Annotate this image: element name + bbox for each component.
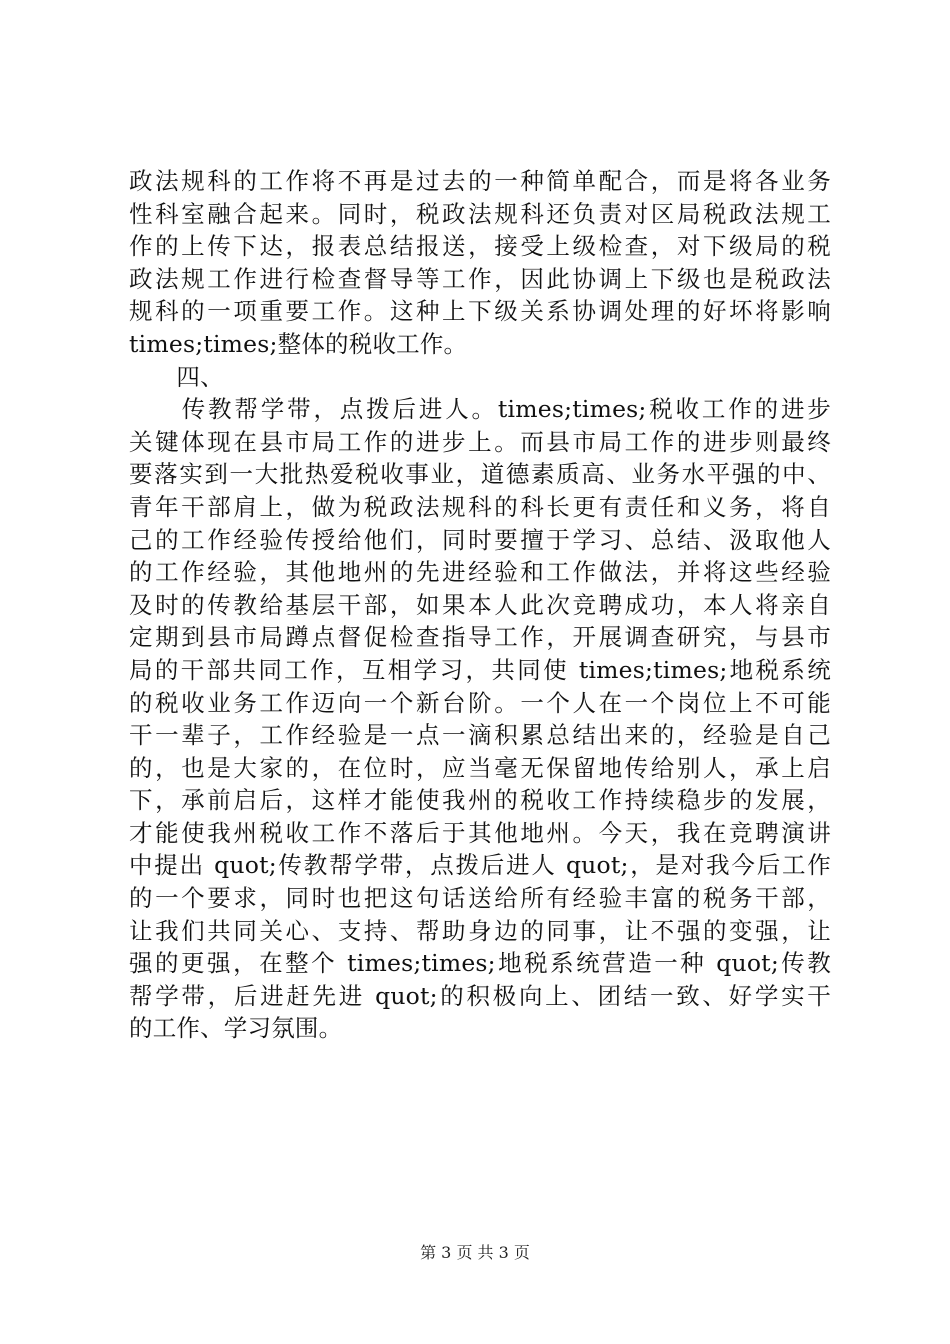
text-line: 中提出 quot;传教帮学带，点拨后进人 quot;，是对我今后工作	[129, 851, 831, 880]
text-line: 的工作、学习氛围。	[129, 1014, 343, 1043]
text-line: 定期到县市局蹲点督促检查指导工作，开展调查研究，与县市	[129, 623, 831, 652]
text-line: 的一个要求，同时也把这句话送给所有经验丰富的税务干部，	[129, 884, 831, 913]
text-line: 才能使我州税收工作不落后于其他地州。今天，我在竞聘演讲	[129, 818, 831, 847]
text-line: 四、	[129, 362, 224, 391]
text-line: 干一辈子，工作经验是一点一滴积累总结出来的，经验是自己	[129, 721, 831, 750]
text-line: 帮学带，后进赶先进 quot;的积极向上、团结一致、好学实干	[129, 981, 831, 1010]
text-line: 让我们共同关心、支持、帮助身边的同事，让不强的变强，让	[129, 916, 831, 945]
text-line: 规科的一项重要工作。这种上下级关系协调处理的好坏将影响	[129, 297, 831, 326]
text-line: 强的更强，在整个 times;times;地税系统营造一种 quot;传教	[129, 949, 831, 978]
text-line: 作的上传下达，报表总结报送，接受上级检查，对下级局的税	[129, 232, 831, 261]
text-line: 政法规工作进行检查督导等工作，因此协调上下级也是税政法	[129, 264, 831, 293]
text-line: 要落实到一大批热爱税收事业，道德素质高、业务水平强的中、	[129, 460, 831, 489]
text-line: 局的干部共同工作，互相学习，共同使 times;times;地税系统	[129, 655, 831, 684]
text-line: 性科室融合起来。同时，税政法规科还负责对区局税政法规工	[129, 199, 831, 228]
text-line: 己的工作经验传授给他们，同时要擅于学习、总结、汲取他人	[129, 525, 831, 554]
text-line: 下，承前启后，这样才能使我州的税收工作持续稳步的发展，	[129, 786, 831, 815]
text-line: 的，也是大家的，在位时，应当毫无保留地传给别人，承上启	[129, 753, 831, 782]
text-line: 及时的传教给基层干部，如果本人此次竞聘成功，本人将亲自	[129, 590, 831, 619]
text-line: 关键体现在县市局工作的进步上。而县市局工作的进步则最终	[129, 427, 831, 456]
text-line: times;times;整体的税收工作。	[129, 329, 468, 358]
text-line: 青年干部肩上，做为税政法规科的科长更有责任和义务，将自	[129, 492, 831, 521]
page-footer: 第 3 页 共 3 页	[420, 1243, 530, 1262]
text-line: 的税收业务工作迈向一个新台阶。一个人在一个岗位上不可能	[129, 688, 831, 717]
text-line: 的工作经验，其他地州的先进经验和工作做法，并将这些经验	[129, 558, 831, 587]
text-line: 传教帮学带，点拨后进人。times;times;税收工作的进步	[129, 395, 831, 424]
body-text	[129, 165, 831, 1045]
text-line: 政法规科的工作将不再是过去的一种简单配合，而是将各业务	[129, 167, 831, 195]
